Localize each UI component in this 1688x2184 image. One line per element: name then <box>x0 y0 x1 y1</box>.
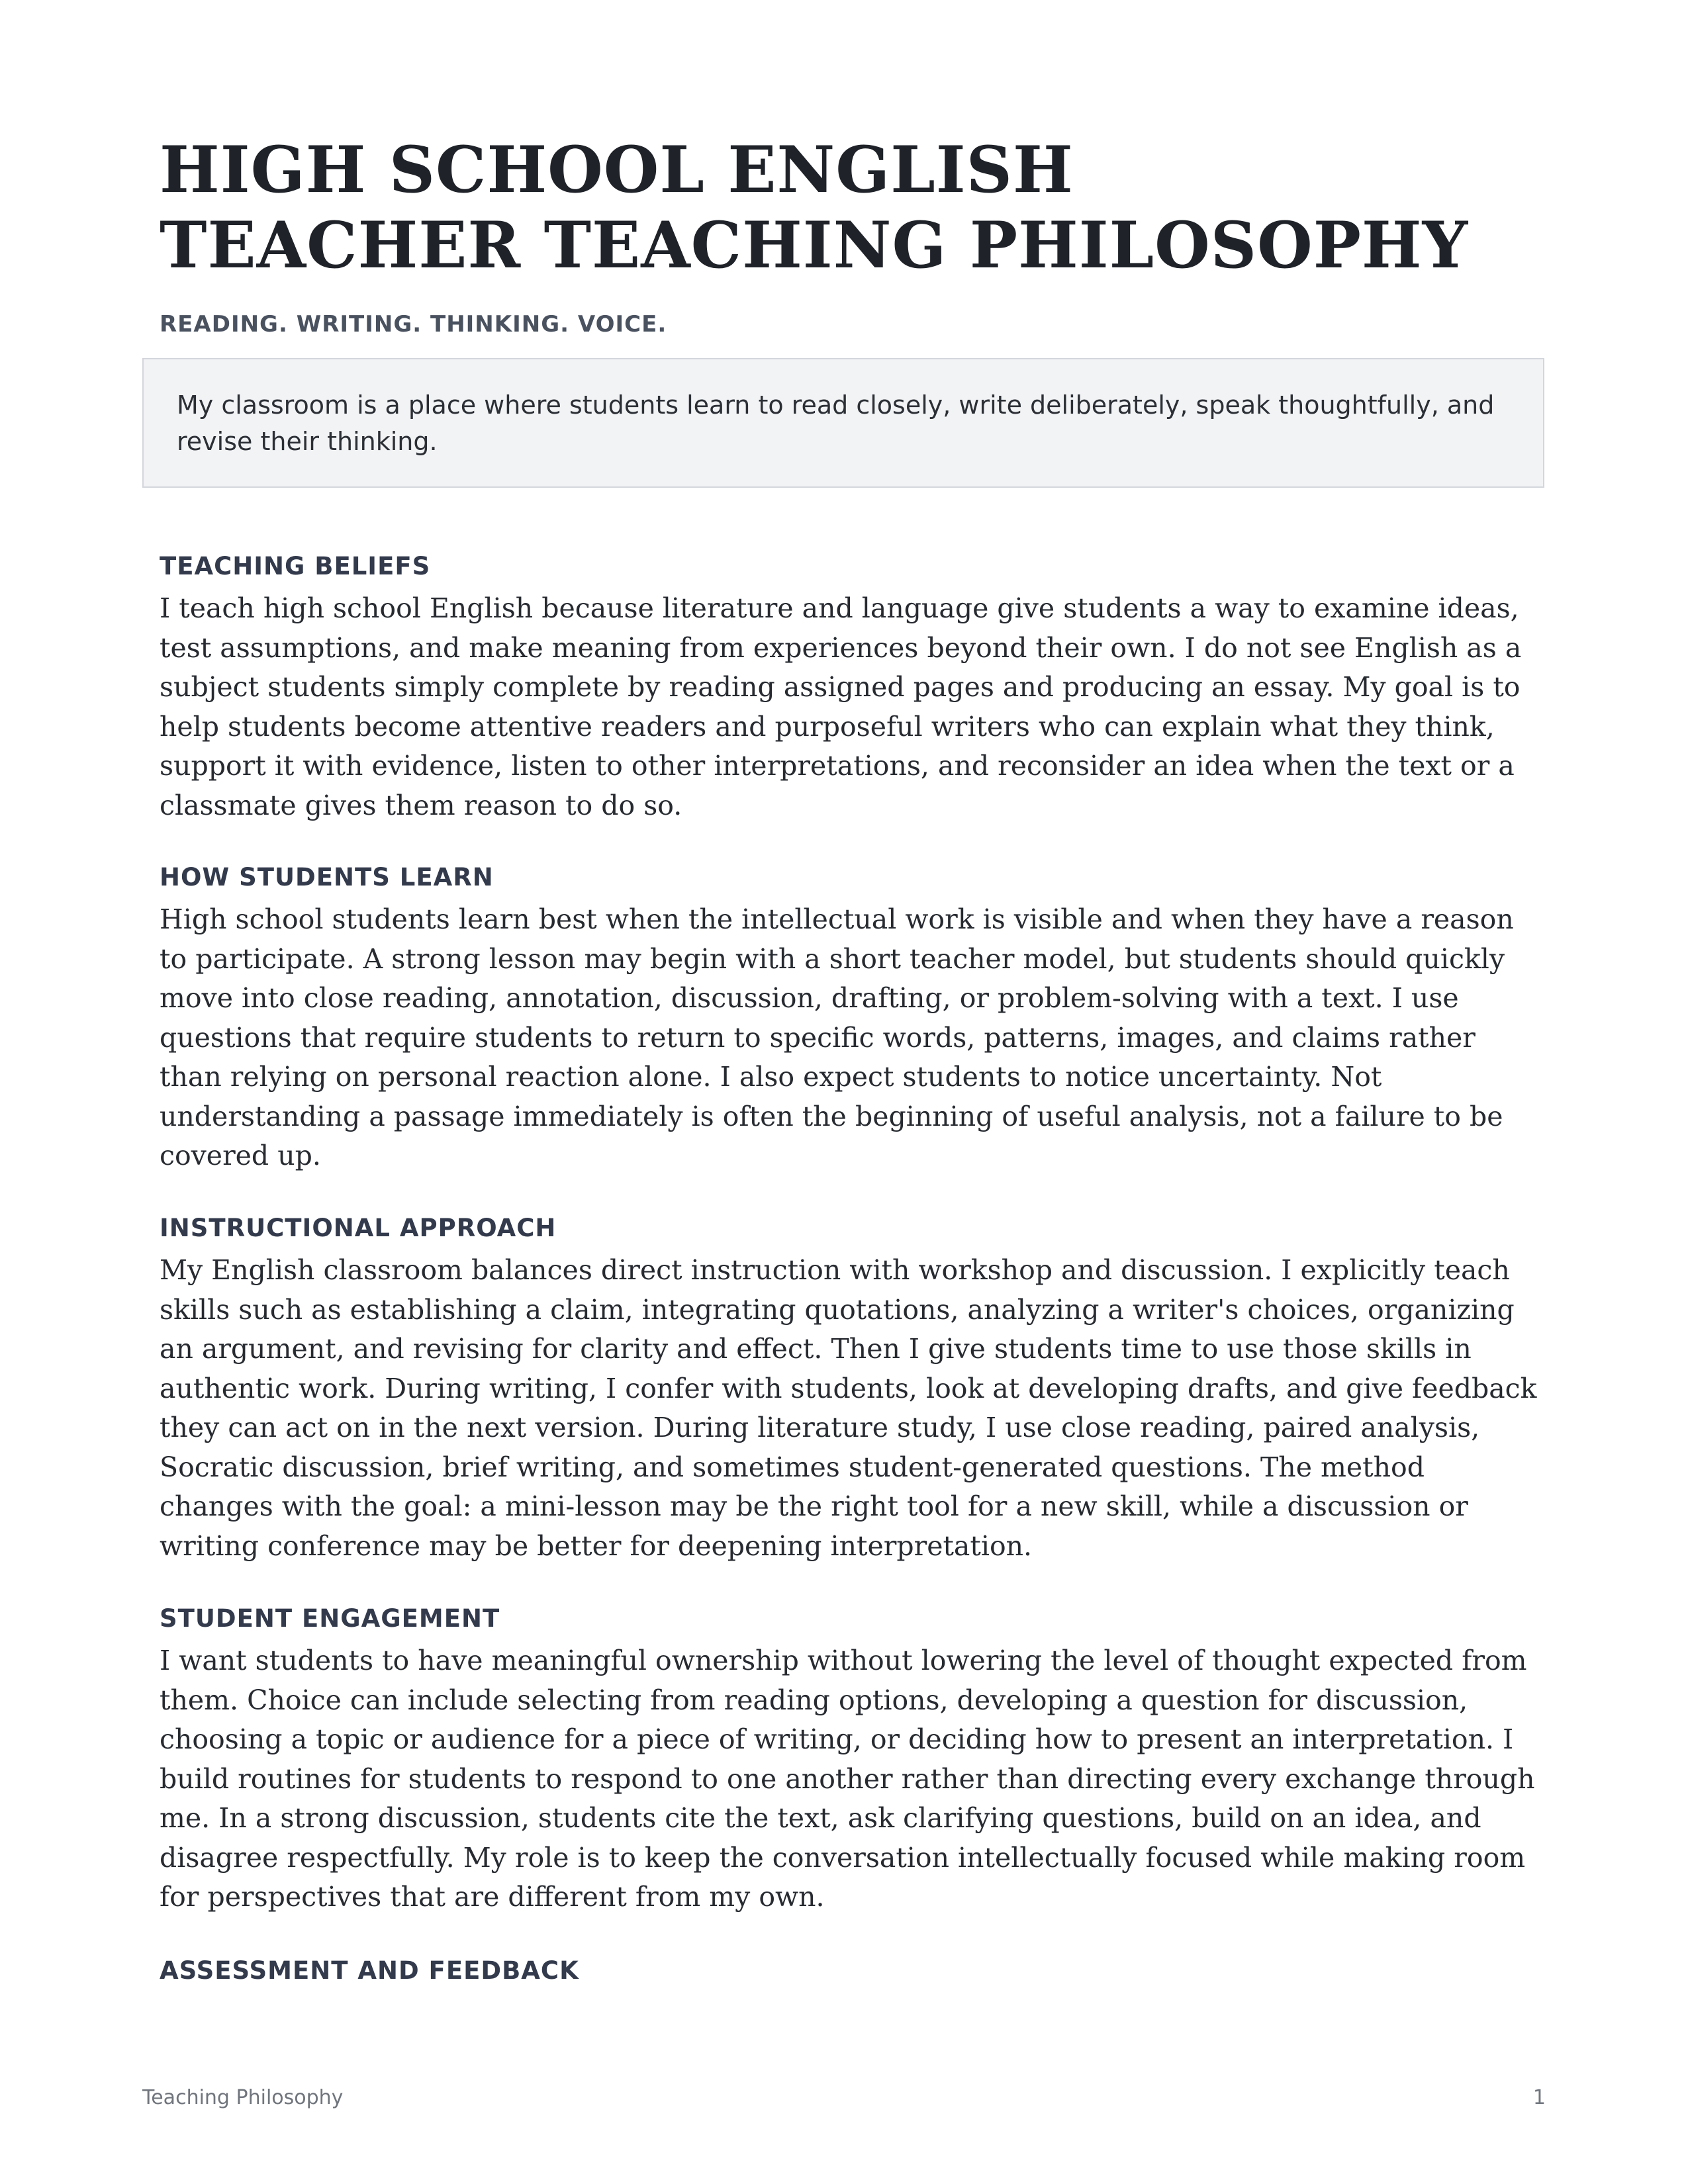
section-teaching-beliefs <box>160 551 1543 825</box>
page-number: 1 <box>1532 2086 1546 2109</box>
section-assessment-and-feedback <box>160 1955 1543 1993</box>
tagline: READING. WRITING. THINKING. VOICE. <box>160 311 667 338</box>
section-student-engagement <box>160 1603 1543 1917</box>
section-body: I want students to have meaningful ownership without lowering the level of thought expected from them. Choice can include selecting from reading options, developing a question for discussion, choosing a topic or audience for a piece of writing, or deciding how to present an interpretation. I build routines for students to respond to one another rather than directing every exchange through me. In a strong discussion, students cite the text, ask clarifying questions, build on an idea, and disagree respectfully. My role is to keep the conversation intellectually focused while making room for perspectives that are different from my own. <box>160 1645 1535 1913</box>
section-heading: INSTRUCTIONAL APPROACH <box>160 1214 557 1242</box>
section-instructional-approach <box>160 1212 1543 1566</box>
document-title <box>160 132 1536 283</box>
section-heading: TEACHING BELIEFS <box>160 552 431 580</box>
footer-label: Teaching Philosophy <box>142 2086 344 2109</box>
title-line-1: HIGH SCHOOL ENGLISH <box>160 132 1074 207</box>
section-how-students-learn <box>160 862 1543 1176</box>
section-heading: ASSESSMENT AND FEEDBACK <box>160 1956 579 1985</box>
section-body: High school students learn best when the intellectual work is visible and when they have a reason to participate. A strong lesson may begin with a short teacher model, but students should quickly move into close reading, annotation, discussion, drafting, or problem-solving with a text. I use questions that require students to return to specific words, patterns, images, and claims rather than relying on personal reaction alone. I also expect students to notice uncertainty. Not understanding a passage immediately is often the beginning of useful analysis, not a failure to be covered up. <box>160 903 1514 1171</box>
philosophy-callout: My classroom is a place where students learn to read closely, write deliberately, speak thoughtfully, and revise their thinking. <box>142 358 1544 488</box>
section-heading: STUDENT ENGAGEMENT <box>160 1604 500 1633</box>
section-heading: HOW STUDENTS LEARN <box>160 863 494 891</box>
section-body: My English classroom balances direct instruction with workshop and discussion. I explicitly teach skills such as establishing a claim, integrating quotations, analyzing a writer's choices, organizing an argument, and revising for clarity and effect. Then I give students time to use those skills in authentic work. During writing, I confer with students, look at developing drafts, and give feedback they can act on in the next version. During literature study, I use close reading, paired analysis, Socratic discussion, brief writing, and sometimes student-generated questions. The method changes with the goal: a mini-lesson may be the right tool for a new skill, while a discussion or writing conference may be better for deepening interpretation. <box>160 1254 1537 1562</box>
title-line-2: TEACHER TEACHING PHILOSOPHY <box>160 208 1469 283</box>
section-body: I teach high school English because literature and language give students a way to examine ideas, test assumptions, and make meaning from experiences beyond their own. I do not see English as a subject students simply complete by reading assigned pages and producing an essay. My goal is to help students become attentive readers and purposeful writers who can explain what they think, support it with evidence, listen to other interpretations, and reconsider an idea when the text or a classmate gives them reason to do so. <box>160 592 1522 821</box>
